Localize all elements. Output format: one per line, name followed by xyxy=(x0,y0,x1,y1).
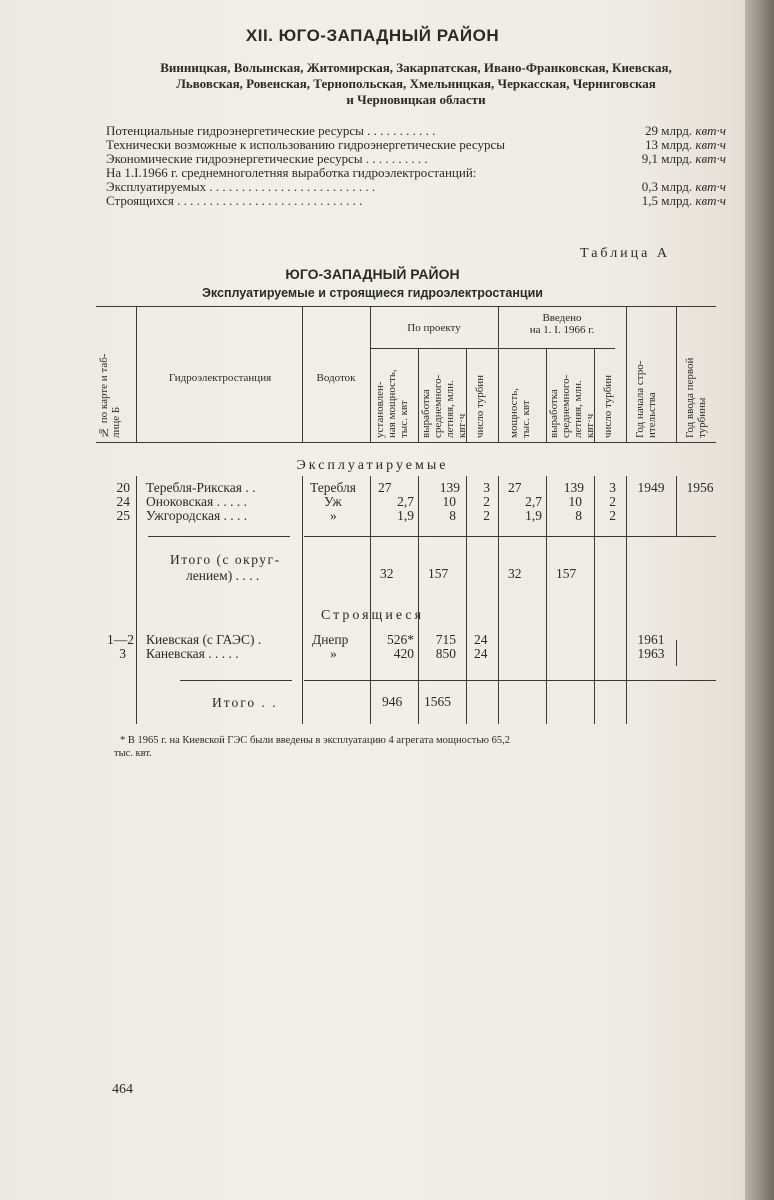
cell-station: Ужгородская . . . . xyxy=(146,508,248,523)
regions-line-3: и Черновицкая области xyxy=(346,92,486,107)
cell-river: Уж xyxy=(324,494,342,509)
body-divider xyxy=(676,476,677,536)
resource-value: 9,1 млрд. квт·ч xyxy=(641,151,726,166)
cell-num: 1—2 xyxy=(107,632,134,647)
body-divider xyxy=(594,476,595,724)
header-intro-capacity: мощность, тыс. квт xyxy=(508,387,532,438)
resource-row xyxy=(106,166,726,180)
header-project-turbines: число турбин xyxy=(474,374,486,438)
body-divider xyxy=(418,476,419,724)
column-divider xyxy=(498,306,499,442)
header-station: Гидроэлектростанция xyxy=(168,372,272,384)
cell-project-output: 139 xyxy=(439,480,460,495)
cell-project-output: 10 xyxy=(442,494,456,509)
book-spine xyxy=(745,0,774,1200)
header-bottom-rule xyxy=(96,442,716,443)
cell-project-turbines: 24 xyxy=(474,646,488,661)
resource-row xyxy=(106,180,726,194)
total-rule xyxy=(148,536,290,537)
section-heading: XII. ЮГО-ЗАПАДНЫЙ РАЙОН xyxy=(245,26,500,45)
cell-intro-capacity: 2,7 xyxy=(525,494,542,509)
total-project-capacity: 32 xyxy=(380,566,394,581)
total-label: Итого (с округ- xyxy=(170,552,281,567)
body-divider xyxy=(626,476,627,724)
footnote-line: тыс. квт. xyxy=(114,748,152,759)
column-divider xyxy=(626,306,627,442)
column-divider xyxy=(370,306,371,442)
table-title: ЮГО-ЗАПАДНЫЙ РАЙОН xyxy=(285,266,460,282)
resource-label: Технически возможные к использованию гидроэнергетические ресурсы xyxy=(106,137,505,152)
cell-intro-output: 139 xyxy=(563,480,584,495)
cell-num: 24 xyxy=(116,494,130,509)
total-intro-capacity: 32 xyxy=(508,566,522,581)
cell-project-turbines: 24 xyxy=(474,632,488,647)
group-header-rule xyxy=(370,348,615,349)
cell-intro-output: 10 xyxy=(568,494,582,509)
cell-start-year: 1961 xyxy=(637,632,665,647)
footnote xyxy=(114,734,720,760)
section-building: Строящиеся xyxy=(320,608,425,623)
table-subtitle: Эксплуатируемые и строящиеся гидроэлектростанции xyxy=(202,286,543,300)
resource-row xyxy=(106,194,726,208)
cell-num: 25 xyxy=(116,508,130,523)
cell-intro-capacity: 1,9 xyxy=(525,508,542,523)
total-label: Итого . . xyxy=(212,695,278,710)
total-project-capacity: 946 xyxy=(382,694,403,709)
total-label: лением) . . . . xyxy=(186,568,260,583)
total-rule xyxy=(304,680,716,681)
cell-project-output: 8 xyxy=(449,508,456,523)
cell-intro-output: 8 xyxy=(575,508,582,523)
resource-label: На 1.I.1966 г. среднемноголетняя выработка гидроэлектростанций: xyxy=(106,165,477,180)
cell-start-year: 1963 xyxy=(637,646,665,661)
resource-label: Экономические гидроэнергетические ресурсы . . . . . . . . . . xyxy=(106,151,428,166)
cell-project-capacity: 2,7 xyxy=(397,494,414,509)
header-project-output: выработка среднемного- летняя, млн. квт·ч xyxy=(420,374,468,438)
cell-project-capacity: 1,9 xyxy=(397,508,414,523)
resource-value: 0,3 млрд. квт·ч xyxy=(641,179,726,194)
cell-project-turbines: 2 xyxy=(483,508,490,523)
cell-intro-capacity: 27 xyxy=(508,480,522,495)
resource-value: 29 млрд. квт·ч xyxy=(645,123,726,138)
cell-station: Оноковская . . . . . xyxy=(146,494,247,509)
header-intro-turbines: число турбин xyxy=(602,374,614,438)
cell-start-year: 1949 xyxy=(637,480,665,495)
cell-project-capacity: 420 xyxy=(393,646,414,661)
cell-river: » xyxy=(330,646,337,661)
footnote-line: * В 1965 г. на Киевской ГЭС были введены в эксплуатацию 4 агрегата мощностью 65,2 xyxy=(120,735,510,746)
resource-value: 13 млрд. квт·ч xyxy=(645,137,726,152)
section-operating: Эксплуатируемые xyxy=(296,458,449,473)
cell-project-capacity: 27 xyxy=(378,480,392,495)
cell-num: 3 xyxy=(119,646,126,661)
regions-line-2: Львовская, Ровенская, Тернопольская, Хмельницкая, Черкасская, Черниговская xyxy=(176,76,656,91)
header-num: № по карте и таб- лице Б xyxy=(98,353,122,438)
column-divider xyxy=(676,306,677,442)
resource-row xyxy=(106,124,726,138)
cell-station: Киевская (с ГАЭС) . xyxy=(146,632,262,647)
resource-row xyxy=(106,138,726,152)
total-rule xyxy=(180,680,292,681)
regions-line-1: Винницкая, Волынская, Житомирская, Закарпатская, Ивано-Франковская, Киевская, xyxy=(160,60,672,75)
total-intro-output: 157 xyxy=(556,566,577,581)
header-project-capacity: установлен- ная мощность, тыс. квт xyxy=(374,369,410,438)
cell-project-output: 850 xyxy=(435,646,456,661)
cell-river: Теребля xyxy=(310,480,356,495)
body-divider xyxy=(498,476,499,724)
column-divider xyxy=(136,306,137,442)
resource-label: Эксплуатируемых . . . . . . . . . . . . . . . . . . . . . . . . . . xyxy=(106,179,376,194)
cell-project-capacity: 526* xyxy=(387,632,414,647)
body-divider xyxy=(466,476,467,724)
spacer xyxy=(96,596,716,597)
regions-list xyxy=(96,60,736,108)
body-divider xyxy=(546,476,547,724)
tick-mark xyxy=(676,640,677,666)
column-divider xyxy=(546,348,547,442)
resource-row xyxy=(106,152,726,166)
header-start-year: Год начала стро- ительства xyxy=(634,360,658,438)
header-river: Водоток xyxy=(316,372,356,384)
resource-label: Потенциальные гидроэнергетические ресурсы . . . . . . . . . . . xyxy=(106,123,436,138)
body-divider xyxy=(136,476,137,724)
header-project: По проекту xyxy=(407,322,461,334)
total-rule xyxy=(304,536,716,537)
cell-river: » xyxy=(330,508,337,523)
body-divider xyxy=(302,476,303,724)
resource-label: Строящихся . . . . . . . . . . . . . . . . . . . . . . . . . . . . . xyxy=(106,193,363,208)
cell-num: 20 xyxy=(116,480,130,495)
table-top-rule xyxy=(96,306,716,307)
cell-river: Днепр xyxy=(312,632,349,647)
resource-value: 1,5 млрд. квт·ч xyxy=(641,193,726,208)
total-project-output: 157 xyxy=(428,566,449,581)
column-divider xyxy=(302,306,303,442)
cell-station: Каневская . . . . . xyxy=(146,646,239,661)
total-project-output: 1565 xyxy=(424,694,451,709)
cell-project-turbines: 3 xyxy=(483,480,490,495)
cell-first-turbine: 1956 xyxy=(686,480,714,495)
header-introduced: Введено на 1. I. 1966 г. xyxy=(529,312,595,336)
column-divider xyxy=(418,348,419,442)
cell-intro-turbines: 2 xyxy=(609,494,616,509)
cell-project-turbines: 2 xyxy=(483,494,490,509)
body-divider xyxy=(370,476,371,724)
cell-project-output: 715 xyxy=(435,632,456,647)
cell-intro-turbines: 2 xyxy=(609,508,616,523)
table-label: Таблица А xyxy=(580,246,670,261)
header-first-turbine: Год ввода первой турбины xyxy=(684,357,708,438)
cell-intro-turbines: 3 xyxy=(609,480,616,495)
page-number: 464 xyxy=(112,1082,133,1097)
header-intro-output: выработка среднемного- летняя, млн. квт·ч xyxy=(548,374,596,438)
cell-station: Теребля-Рикская . . xyxy=(146,480,256,495)
